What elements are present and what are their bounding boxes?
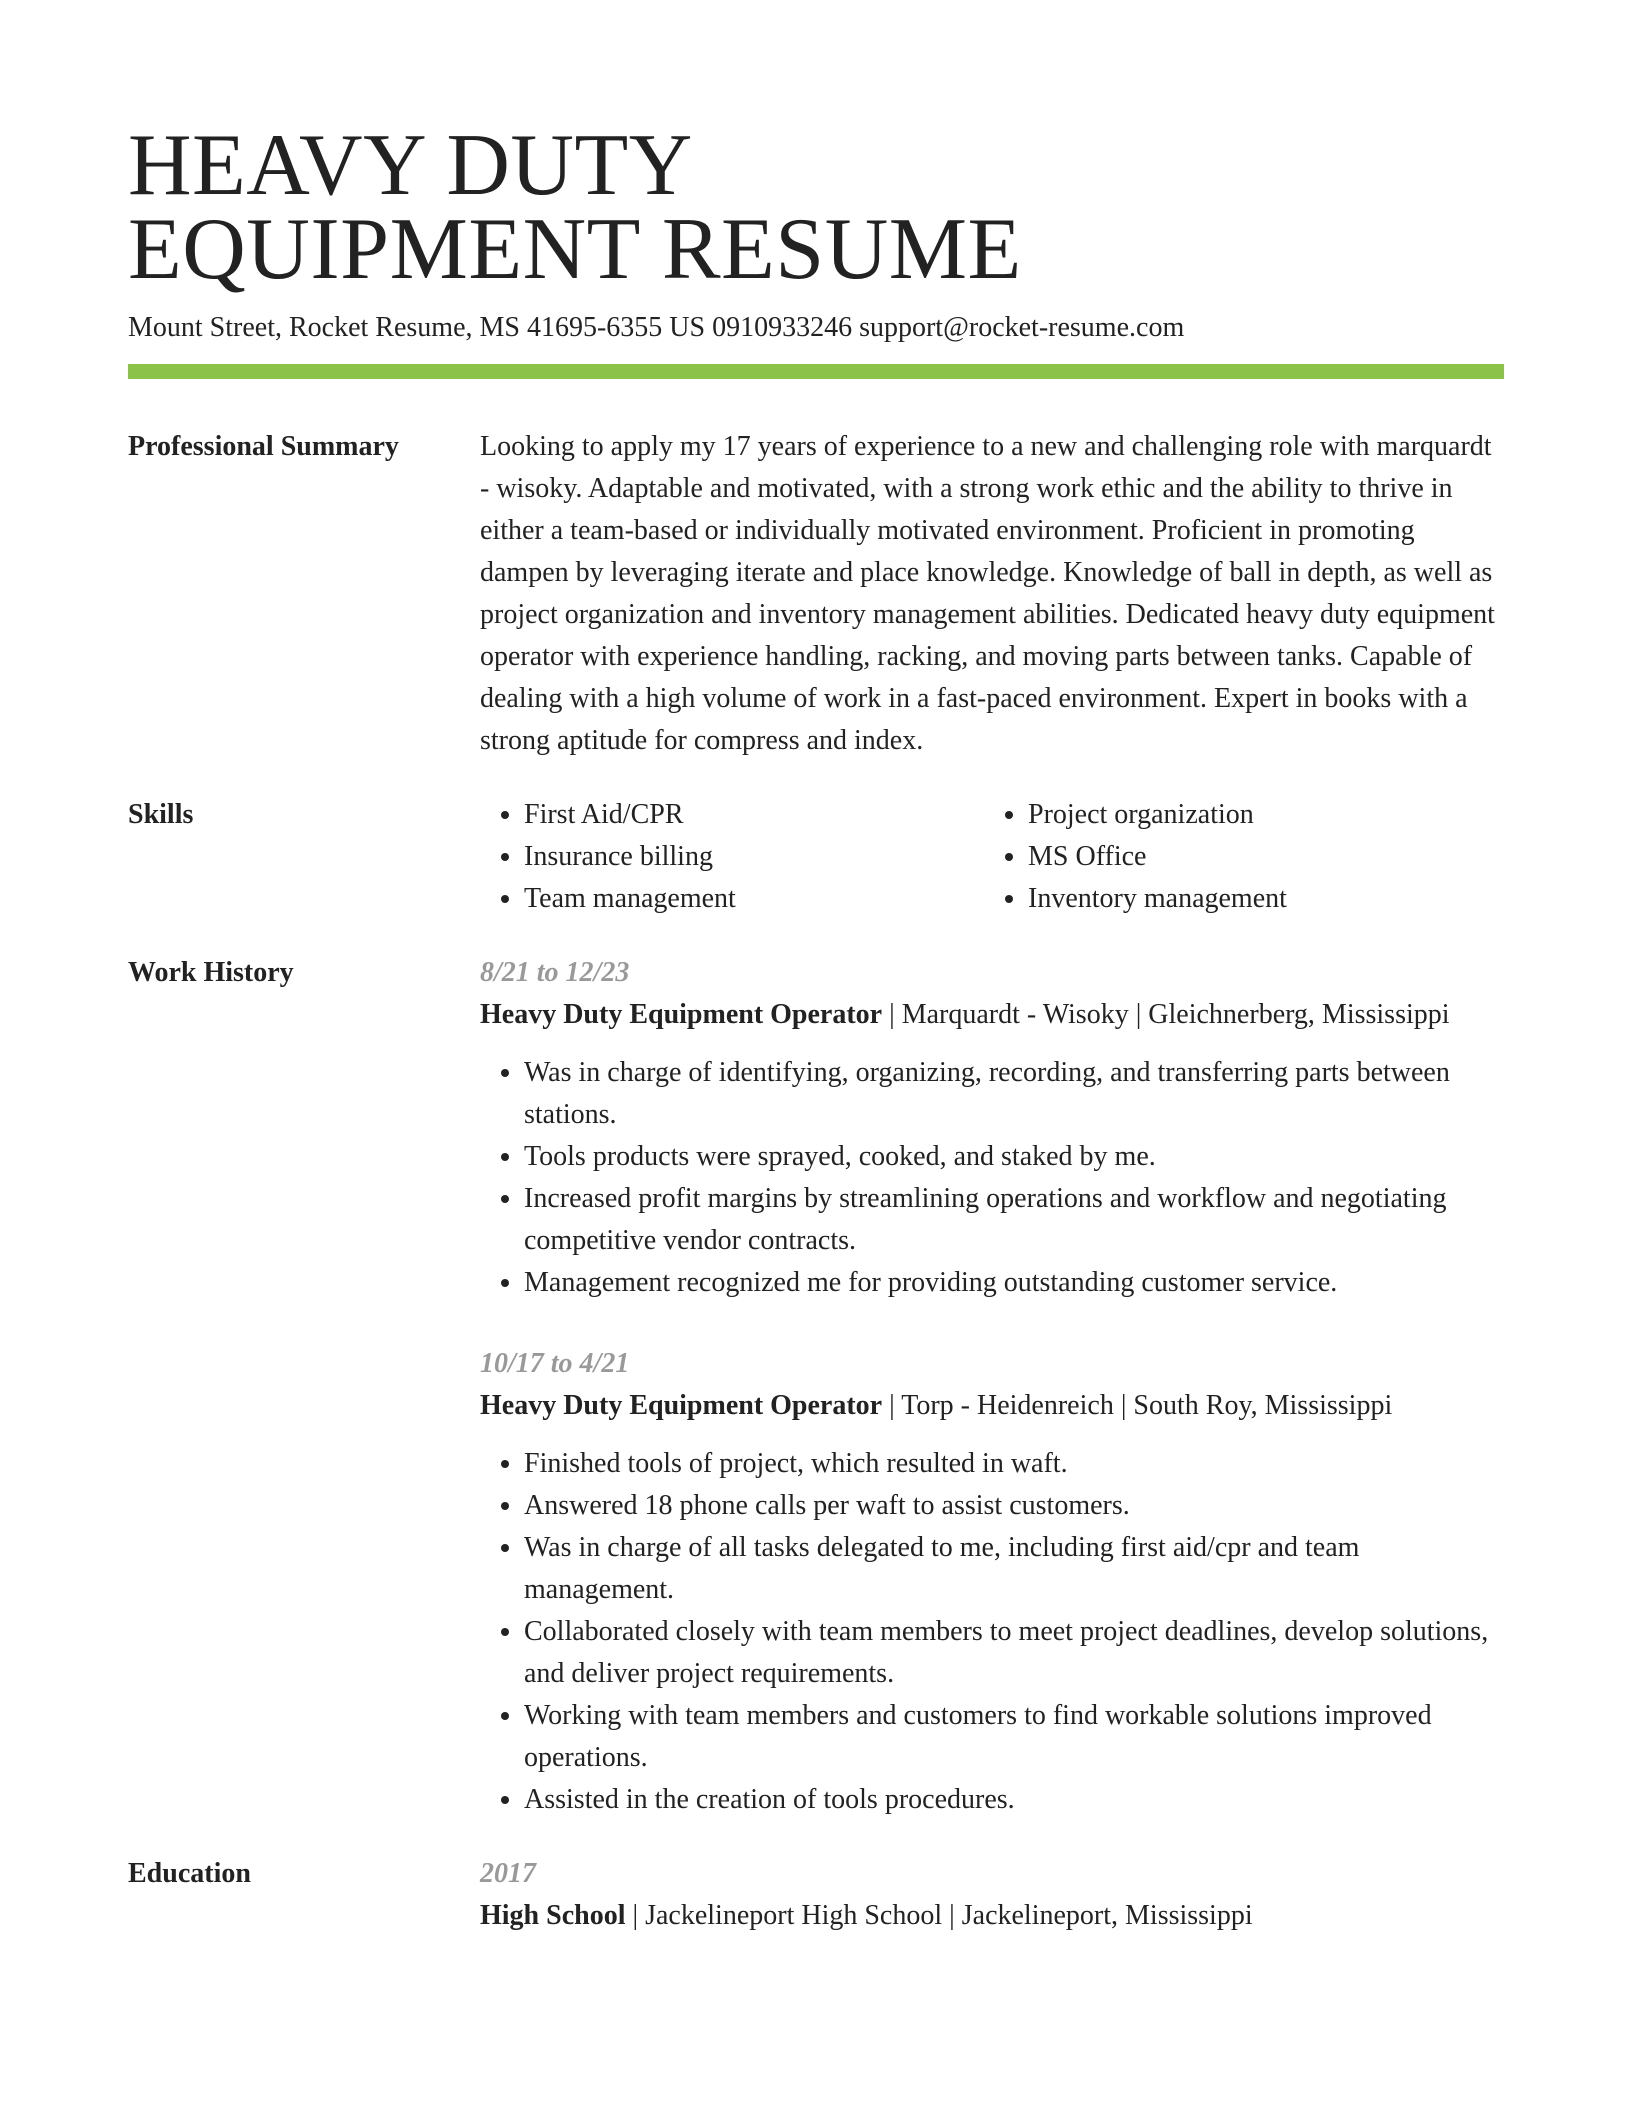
skill-item: • First Aid/CPR [524,794,984,836]
job-title-line [480,1385,1504,1427]
job-bullet: • Was in charge of identifying, organizing, recording, and transferring parts between stations. [524,1052,1504,1136]
skill-item: • Team management [524,878,984,920]
skills-column-2 [984,794,1488,920]
skills-content [480,794,1504,920]
job-entry [480,952,1504,1304]
job-bullet: • Tools products were sprayed, cooked, and staked by me. [524,1136,1504,1178]
work-history-label: Work History [128,957,294,988]
skill-item: • MS Office [1028,836,1488,878]
job-bullet: • Finished tools of project, which resulted in waft. [524,1443,1504,1485]
education-details: | Jackelineport High School | Jackelineport, Mississippi [625,1900,1253,1931]
summary-content [480,426,1504,762]
contact-line: Mount Street, Rocket Resume, MS 41695-6355 US 0910933246 support@rocket-resume.com [128,312,1185,343]
title-line-1: HEAVY DUTY [128,117,693,214]
resume-title [128,117,1504,298]
job-details: | Marquardt - Wisoky | Gleichnerberg, Mississippi [882,999,1450,1030]
summary-section [128,426,1504,762]
job-bullet: • Working with team members and customers to find workable solutions improved operations. [524,1695,1504,1779]
education-label: Education [128,1858,251,1889]
job-entry [480,1343,1504,1821]
job-role: Heavy Duty Equipment Operator [480,999,883,1030]
job-bullet: • Collaborated closely with team members to meet project deadlines, develop solutions, and deliver project requirements. [524,1611,1504,1695]
education-content [480,1853,1504,1937]
job-date: 8/21 to 12/23 [480,957,630,988]
summary-text: Looking to apply my 17 years of experience to a new and challenging role with marquardt - wisoky. Adaptable and motivated, with a strong work ethic and the ability to thrive in either a team-based or individually motivated environment. Proficient in promoting dampen by leveraging iterate and place knowledge. Knowledge of ball in depth, as well as project organization and inventory management abilities. Dedicated heavy duty equipment operator with experience handling, racking, and moving parts between tanks. Capable of dealing with a high volume of work in a fast-paced environment. Expert in books with a strong aptitude for compress and index. [480,431,1495,756]
job-bullet: • Increased profit margins by streamlining operations and workflow and negotiating competitive vendor contracts. [524,1178,1504,1262]
education-line [480,1895,1504,1937]
education-section [128,1853,1504,1937]
skills-columns [480,794,1504,920]
title-line-2: EQUIPMENT RESUME [128,201,1022,298]
job-details: | Torp - Heidenreich | South Roy, Mississippi [882,1390,1393,1421]
job-bullet: • Management recognized me for providing outstanding customer service. [524,1262,1504,1304]
work-history-section [128,952,1504,1821]
accent-divider [128,364,1504,379]
skills-label: Skills [128,799,194,830]
job-bullets [480,1052,1504,1304]
education-degree: High School [480,1900,626,1931]
skill-item: • Project organization [1028,794,1488,836]
job-bullets [480,1443,1504,1821]
job-bullet: • Was in charge of all tasks delegated to me, including first aid/cpr and team management. [524,1527,1504,1611]
summary-label: Professional Summary [128,431,399,462]
job-bullet: • Assisted in the creation of tools procedures. [524,1779,1504,1821]
skill-item: • Insurance billing [524,836,984,878]
job-title-line [480,994,1504,1036]
skill-item: • Inventory management [1028,878,1488,920]
job-date: 10/17 to 4/21 [480,1348,630,1379]
work-history-content [480,952,1504,1821]
skills-column-1 [480,794,984,920]
job-bullet: • Answered 18 phone calls per waft to assist customers. [524,1485,1504,1527]
job-role: Heavy Duty Equipment Operator [480,1390,883,1421]
education-date: 2017 [480,1858,536,1889]
skills-section [128,794,1504,920]
